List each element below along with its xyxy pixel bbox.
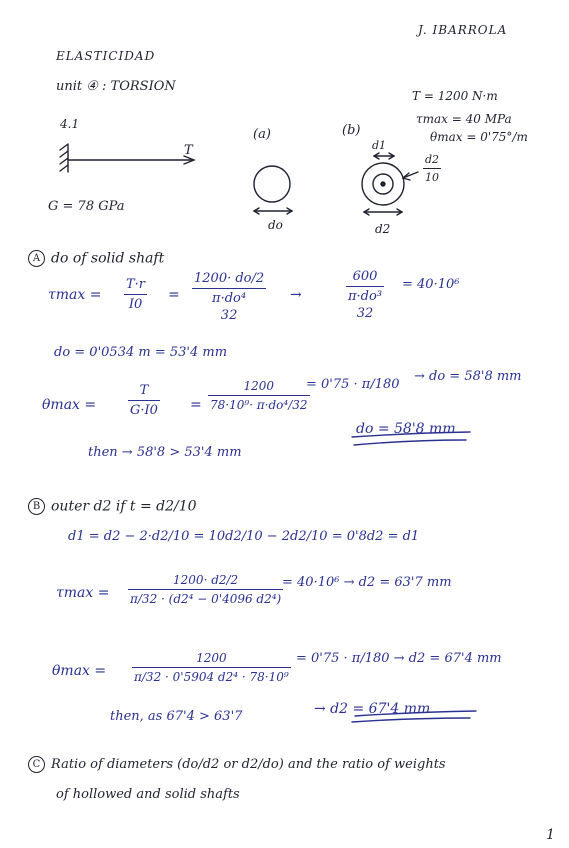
wall-thickness-fraction: d2 10 [425,153,440,184]
part-a-title: do of solid shaft [51,250,165,267]
diameter-from-stress: do = 0'0534 m = 53'4 mm [54,345,228,360]
unit-title: unit ④ : TORSION [56,79,176,94]
author-name: J. IBARROLA [418,23,508,37]
shear-stress-lhs: τmax = [48,287,102,303]
part-b-marker: B [28,498,45,515]
part-a-heading [28,250,164,267]
solid-diameter-label: do [268,218,283,232]
hollow-twist-fraction: 1200 π/32 · 0'5904 d2⁴ · 78·10⁹ [134,651,289,684]
twist-formula-fraction: T G·I0 [130,383,158,418]
equals-sign: = [168,287,180,303]
torque-label: T [184,143,193,158]
page-number: 1 [546,827,555,843]
comparison-statement: then → 58'8 > 53'4 mm [88,445,242,460]
hollow-shaft-final-answer: → d2 = 67'4 mm [314,701,431,717]
part-c-line-1: Ratio of diameters (do/d2 or d2/do) and the ratio of weights [51,757,446,772]
subject-title: ELASTICIDAD [56,49,156,63]
solid-cross-section [254,166,290,202]
outer-diameter-label: d2 [375,222,391,236]
part-b-title: outer d2 if t = d2/10 [51,498,197,515]
hollow-comparison-statement: then, as 67'4 > 63'7 [110,709,243,724]
part-c-line-2: of hollowed and solid shafts [56,787,240,802]
outer-diameter-from-twist: = 0'75 · π/180 → d2 = 67'4 mm [296,651,502,666]
shear-formula-fraction: T·r I0 [126,277,146,312]
figure-label-b: (b) [342,123,361,138]
solid-shaft-final-answer: do = 58'8 mm [356,421,456,437]
shear-limit-value: = 40·10⁶ [402,277,460,292]
wall-thickness-pointer [403,172,418,178]
substituted-fraction: 1200· do/2 π·do⁴ 32 [194,271,265,323]
figure-label-a: (a) [253,127,271,142]
twist-limit-value: = 0'75 · π/180 [306,377,400,392]
part-c-heading [28,756,446,773]
hollow-shear-lhs: τmax = [56,585,110,601]
given-torque: T = 1200 N·m [412,89,498,103]
equals-sign-2: = [190,397,202,413]
part-b-heading [28,498,197,515]
simplified-fraction: 600 π·do³ 32 [348,269,383,321]
implies-arrow: → [290,287,302,303]
given-max-shear: τmax = 40 MPa [416,112,512,126]
part-a-marker: A [28,250,45,267]
inner-diameter-label: d1 [372,139,387,152]
part-c-marker: C [28,756,45,773]
inner-diameter-derivation: d1 = d2 − 2·d2/10 = 10d2/10 − 2d2/10 = 0'8d2 = d1 [68,529,420,544]
diameter-from-twist: → do = 58'8 mm [414,369,522,384]
given-max-twist: θmax = 0'75°/m [430,130,528,144]
hollow-shear-fraction: 1200· d2/2 π/32 · (d2⁴ − 0'4096 d2⁴) [130,573,282,606]
twist-substituted-fraction: 1200 78·10⁹· π·do⁴/32 [210,379,308,412]
hollow-twist-lhs: θmax = [52,663,107,679]
problem-number: 4.1 [60,117,80,131]
twist-angle-lhs: θmax = [42,397,97,413]
shear-modulus: G = 78 GPa [48,199,125,214]
outer-diameter-from-stress: = 40·10⁶ → d2 = 63'7 mm [282,575,452,590]
